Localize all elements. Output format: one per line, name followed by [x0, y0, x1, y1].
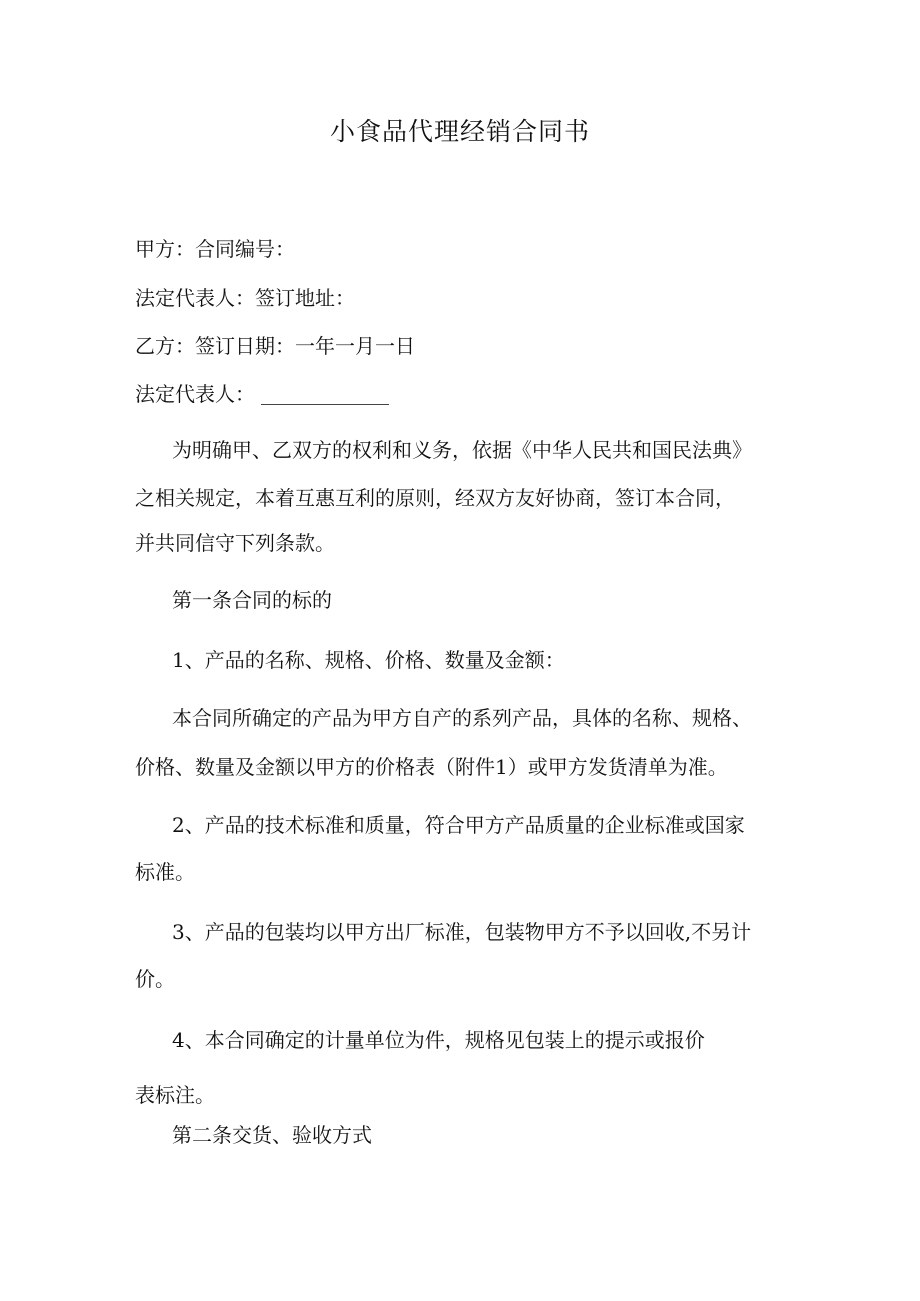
article-2-heading: 第二条交货、验收方式	[172, 1123, 372, 1147]
article-1-item-2-line-1: 2、产品的技术标准和质量，符合甲方产品质量的企业标准或国家	[172, 813, 745, 837]
party-a-line: 甲方：合同编号：	[135, 237, 295, 261]
preamble-line-1: 为明确甲、乙双方的权利和义务，依据《中华人民共和国民法典》	[172, 438, 752, 462]
article-1-heading: 第一条合同的标的	[172, 588, 332, 612]
legal-rep-address-line: 法定代表人：签订地址：	[135, 286, 355, 310]
legal-rep-line	[135, 381, 389, 407]
article-1-item-1-detail-2: 价格、数量及金额以甲方的价格表（附件1）或甲方发货清单为准。	[135, 755, 728, 779]
legal-rep-label: 法定代表人：	[135, 382, 255, 406]
signature-blank	[261, 384, 389, 405]
article-1-item-3-line-2: 价。	[135, 967, 175, 991]
party-b-date-line: 乙方：签订日期：一年一月一日	[135, 334, 415, 358]
article-1-item-2-line-2: 标准。	[135, 860, 195, 884]
preamble-line-3: 并共同信守下列条款。	[135, 531, 335, 555]
article-1-item-1-detail-1: 本合同所确定的产品为甲方自产的系列产品，具体的名称、规格、	[172, 706, 752, 730]
article-1-item-1: 1、产品的名称、规格、价格、数量及金额：	[172, 648, 565, 672]
document-title: 小食品代理经销合同书	[329, 117, 590, 146]
article-1-item-3-line-1: 3、产品的包装均以甲方出厂标准，包装物甲方不予以回收,不另计	[172, 920, 752, 944]
article-1-item-4-line-1: 4、本合同确定的计量单位为件，规格见包装上的提示或报价	[172, 1028, 705, 1052]
preamble-line-2: 之相关规定，本着互惠互利的原则，经双方友好协商，签订本合同，	[135, 486, 735, 510]
article-1-item-4-line-2: 表标注。	[135, 1083, 215, 1107]
